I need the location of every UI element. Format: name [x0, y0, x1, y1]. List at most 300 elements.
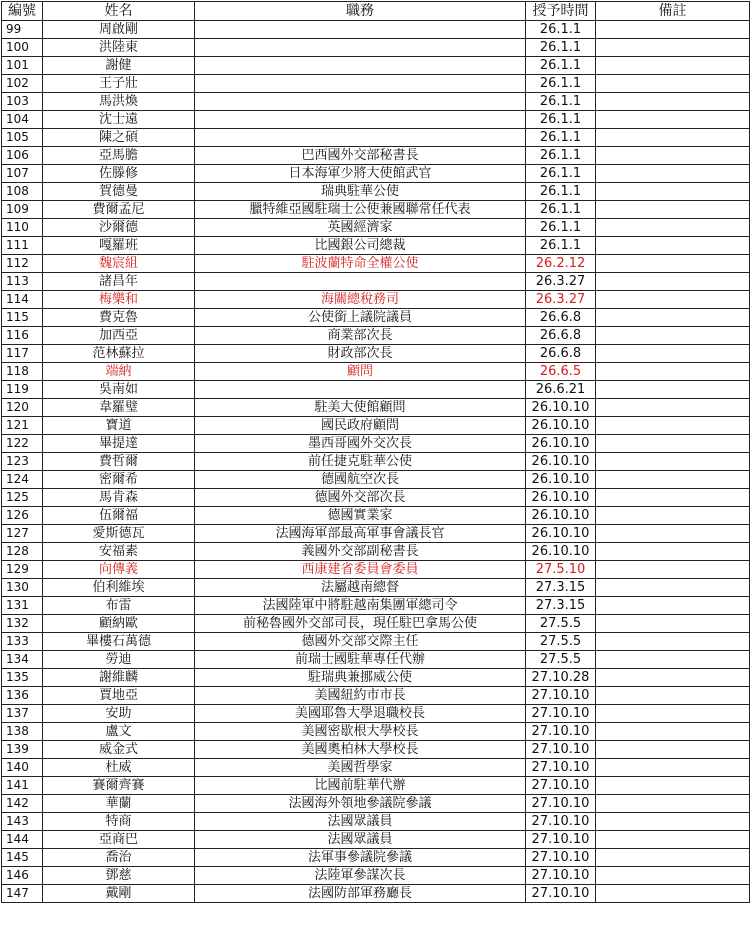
row-title: 英國經濟家	[195, 219, 526, 237]
row-note	[596, 687, 750, 705]
row-note	[596, 273, 750, 291]
table-row	[2, 597, 750, 615]
table-row	[2, 471, 750, 489]
table-row	[2, 237, 750, 255]
row-date: 26.1.1	[526, 147, 596, 165]
row-note	[596, 561, 750, 579]
row-name: 寶道	[43, 417, 195, 435]
row-note	[596, 597, 750, 615]
row-date: 26.1.1	[526, 183, 596, 201]
table-row	[2, 435, 750, 453]
row-date: 27.10.10	[526, 687, 596, 705]
row-title: 駐波蘭特命全權公使	[195, 255, 526, 273]
row-name: 馬洪煥	[43, 93, 195, 111]
row-title: 前瑞士國駐華專任代辦	[195, 651, 526, 669]
table-row	[2, 741, 750, 759]
row-number: 109	[2, 201, 43, 219]
row-number: 117	[2, 345, 43, 363]
row-title	[195, 75, 526, 93]
row-number: 108	[2, 183, 43, 201]
row-title: 墨西哥國外交次長	[195, 435, 526, 453]
row-name: 賈地亞	[43, 687, 195, 705]
row-number: 101	[2, 57, 43, 75]
row-name: 華蘭	[43, 795, 195, 813]
row-name: 謝維麟	[43, 669, 195, 687]
table-row	[2, 759, 750, 777]
row-title: 國民政府顧問	[195, 417, 526, 435]
table-row	[2, 813, 750, 831]
row-date: 26.1.1	[526, 57, 596, 75]
row-note	[596, 57, 750, 75]
row-number: 141	[2, 777, 43, 795]
row-note	[596, 705, 750, 723]
row-date: 26.3.27	[526, 291, 596, 309]
row-name: 威金式	[43, 741, 195, 759]
table-row	[2, 885, 750, 903]
row-date: 26.10.10	[526, 543, 596, 561]
row-date: 27.10.10	[526, 777, 596, 795]
row-number: 143	[2, 813, 43, 831]
row-date: 27.10.10	[526, 867, 596, 885]
row-title	[195, 57, 526, 75]
row-note	[596, 111, 750, 129]
row-number: 121	[2, 417, 43, 435]
row-number: 147	[2, 885, 43, 903]
row-number: 116	[2, 327, 43, 345]
row-name: 伍爾福	[43, 507, 195, 525]
row-note	[596, 453, 750, 471]
row-note	[596, 381, 750, 399]
row-note	[596, 651, 750, 669]
row-name: 韋羅璧	[43, 399, 195, 417]
row-title: 前任捷克駐華公使	[195, 453, 526, 471]
table-row	[2, 507, 750, 525]
row-number: 99	[2, 21, 43, 39]
row-number: 138	[2, 723, 43, 741]
table-row	[2, 777, 750, 795]
row-name: 費爾孟尼	[43, 201, 195, 219]
table-row	[2, 201, 750, 219]
row-date: 27.10.10	[526, 741, 596, 759]
table-row	[2, 255, 750, 273]
header-note: 備註	[596, 2, 750, 21]
row-note	[596, 309, 750, 327]
header-title: 職務	[195, 2, 526, 21]
table-row	[2, 75, 750, 93]
row-number: 146	[2, 867, 43, 885]
row-note	[596, 831, 750, 849]
row-number: 119	[2, 381, 43, 399]
row-number: 127	[2, 525, 43, 543]
table-row	[2, 615, 750, 633]
row-note	[596, 345, 750, 363]
row-date: 27.3.15	[526, 579, 596, 597]
row-date: 27.10.10	[526, 849, 596, 867]
row-number: 122	[2, 435, 43, 453]
row-number: 102	[2, 75, 43, 93]
row-name: 密爾希	[43, 471, 195, 489]
row-note	[596, 885, 750, 903]
row-note	[596, 129, 750, 147]
table-row	[2, 831, 750, 849]
row-number: 113	[2, 273, 43, 291]
table-row	[2, 633, 750, 651]
row-title	[195, 39, 526, 57]
row-date: 26.1.1	[526, 237, 596, 255]
row-name: 賀德曼	[43, 183, 195, 201]
row-title: 前秘魯國外交部司長，現任駐巴拿馬公使	[195, 615, 526, 633]
table-row	[2, 543, 750, 561]
row-date: 27.5.5	[526, 651, 596, 669]
row-number: 120	[2, 399, 43, 417]
row-date: 26.6.8	[526, 309, 596, 327]
row-name: 向傳義	[43, 561, 195, 579]
row-number: 112	[2, 255, 43, 273]
row-name: 諸昌年	[43, 273, 195, 291]
row-name: 戴剛	[43, 885, 195, 903]
table-row	[2, 21, 750, 39]
row-date: 26.3.27	[526, 273, 596, 291]
row-number: 104	[2, 111, 43, 129]
row-number: 114	[2, 291, 43, 309]
row-note	[596, 795, 750, 813]
table-row	[2, 867, 750, 885]
row-note	[596, 489, 750, 507]
table-row	[2, 291, 750, 309]
row-name: 鄧慈	[43, 867, 195, 885]
row-note	[596, 669, 750, 687]
row-name: 加西亞	[43, 327, 195, 345]
row-note	[596, 435, 750, 453]
row-note	[596, 147, 750, 165]
row-number: 105	[2, 129, 43, 147]
row-date: 26.1.1	[526, 165, 596, 183]
row-note	[596, 255, 750, 273]
table-row	[2, 363, 750, 381]
table-row	[2, 345, 750, 363]
row-name: 佐滕修	[43, 165, 195, 183]
row-number: 123	[2, 453, 43, 471]
row-date: 26.1.1	[526, 93, 596, 111]
row-number: 118	[2, 363, 43, 381]
row-number: 137	[2, 705, 43, 723]
row-number: 128	[2, 543, 43, 561]
row-date: 26.1.1	[526, 111, 596, 129]
row-name: 杜威	[43, 759, 195, 777]
row-date: 26.1.1	[526, 219, 596, 237]
row-title: 美國密歇根大學校長	[195, 723, 526, 741]
row-name: 賽爾齊賽	[43, 777, 195, 795]
row-date: 27.5.5	[526, 615, 596, 633]
row-name: 特商	[43, 813, 195, 831]
row-title	[195, 273, 526, 291]
row-title	[195, 129, 526, 147]
row-title: 法國眾議員	[195, 813, 526, 831]
table-row	[2, 651, 750, 669]
row-note	[596, 543, 750, 561]
row-note	[596, 183, 750, 201]
row-note	[596, 741, 750, 759]
row-number: 136	[2, 687, 43, 705]
row-note	[596, 813, 750, 831]
row-title	[195, 111, 526, 129]
row-note	[596, 75, 750, 93]
row-name: 陳之碩	[43, 129, 195, 147]
row-title: 駐瑞典兼挪威公使	[195, 669, 526, 687]
row-name: 伯利維埃	[43, 579, 195, 597]
row-title: 美國耶魯大學退職校長	[195, 705, 526, 723]
table-row	[2, 129, 750, 147]
row-note	[596, 507, 750, 525]
table-row	[2, 93, 750, 111]
row-note	[596, 291, 750, 309]
row-note	[596, 399, 750, 417]
row-name: 勞迪	[43, 651, 195, 669]
table-row	[2, 489, 750, 507]
row-name: 馬肯森	[43, 489, 195, 507]
row-date: 26.10.10	[526, 471, 596, 489]
row-date: 26.2.12	[526, 255, 596, 273]
row-number: 100	[2, 39, 43, 57]
row-date: 27.10.10	[526, 705, 596, 723]
row-title: 法陸軍參謀次長	[195, 867, 526, 885]
row-note	[596, 867, 750, 885]
row-name: 愛斯德瓦	[43, 525, 195, 543]
table-row	[2, 309, 750, 327]
row-date: 27.10.28	[526, 669, 596, 687]
table-row	[2, 327, 750, 345]
row-note	[596, 363, 750, 381]
row-title: 瑞典駐華公使	[195, 183, 526, 201]
row-title: 比國銀公司總裁	[195, 237, 526, 255]
table-row	[2, 417, 750, 435]
row-name: 亞馬膽	[43, 147, 195, 165]
row-name: 魏宸組	[43, 255, 195, 273]
table-row	[2, 561, 750, 579]
row-name: 沈士遠	[43, 111, 195, 129]
table-row	[2, 147, 750, 165]
row-title: 巴西國外交部秘書長	[195, 147, 526, 165]
table-row	[2, 219, 750, 237]
row-note	[596, 417, 750, 435]
row-title: 駐美大使館顧問	[195, 399, 526, 417]
row-name: 周啟剛	[43, 21, 195, 39]
row-number: 126	[2, 507, 43, 525]
row-title: 法國防部軍務廳長	[195, 885, 526, 903]
row-date: 27.5.10	[526, 561, 596, 579]
row-title: 比國前駐華代辦	[195, 777, 526, 795]
row-number: 135	[2, 669, 43, 687]
row-name: 范林蘇拉	[43, 345, 195, 363]
row-name: 費哲爾	[43, 453, 195, 471]
row-title: 法屬越南總督	[195, 579, 526, 597]
row-title: 日本海軍少將大使館武官	[195, 165, 526, 183]
row-title: 美國奧柏林大學校長	[195, 741, 526, 759]
table-row	[2, 669, 750, 687]
row-number: 124	[2, 471, 43, 489]
row-number: 133	[2, 633, 43, 651]
table-row	[2, 183, 750, 201]
row-date: 27.10.10	[526, 759, 596, 777]
row-title: 法國海外領地參議院參議	[195, 795, 526, 813]
row-name: 亞商巴	[43, 831, 195, 849]
row-name: 畢樓石萬德	[43, 633, 195, 651]
row-number: 110	[2, 219, 43, 237]
row-title: 法軍事參議院參議	[195, 849, 526, 867]
row-note	[596, 21, 750, 39]
row-number: 106	[2, 147, 43, 165]
header-number: 編號	[2, 2, 43, 21]
row-note	[596, 201, 750, 219]
row-title	[195, 93, 526, 111]
row-name: 洪陸東	[43, 39, 195, 57]
row-date: 26.10.10	[526, 399, 596, 417]
row-number: 130	[2, 579, 43, 597]
row-name: 費克魯	[43, 309, 195, 327]
row-note	[596, 615, 750, 633]
row-name: 顧納歐	[43, 615, 195, 633]
row-name: 喬治	[43, 849, 195, 867]
row-title	[195, 381, 526, 399]
row-note	[596, 525, 750, 543]
row-date: 27.10.10	[526, 885, 596, 903]
row-note	[596, 219, 750, 237]
row-note	[596, 165, 750, 183]
row-title: 法國海軍部最高軍事會議長官	[195, 525, 526, 543]
row-note	[596, 633, 750, 651]
row-name: 梅樂和	[43, 291, 195, 309]
row-title: 義國外交部副秘書長	[195, 543, 526, 561]
row-date: 26.6.8	[526, 327, 596, 345]
row-title: 美國哲學家	[195, 759, 526, 777]
row-name: 盧文	[43, 723, 195, 741]
row-name: 畢提達	[43, 435, 195, 453]
row-title: 海關總稅務司	[195, 291, 526, 309]
row-name: 沙爾德	[43, 219, 195, 237]
table-row	[2, 111, 750, 129]
row-title: 德國外交部交際主任	[195, 633, 526, 651]
row-date: 26.6.8	[526, 345, 596, 363]
row-number: 144	[2, 831, 43, 849]
header-name: 姓名	[43, 2, 195, 21]
row-date: 26.10.10	[526, 417, 596, 435]
row-number: 139	[2, 741, 43, 759]
header-date: 授予時間	[526, 2, 596, 21]
table-row	[2, 849, 750, 867]
table-row	[2, 723, 750, 741]
row-note	[596, 759, 750, 777]
header-row	[2, 2, 750, 21]
row-date: 27.3.15	[526, 597, 596, 615]
honors-table	[1, 1, 750, 903]
row-number: 103	[2, 93, 43, 111]
row-date: 26.1.1	[526, 75, 596, 93]
row-date: 27.10.10	[526, 795, 596, 813]
row-title: 顧問	[195, 363, 526, 381]
row-number: 107	[2, 165, 43, 183]
row-date: 27.10.10	[526, 831, 596, 849]
row-date: 26.6.21	[526, 381, 596, 399]
row-title: 財政部次長	[195, 345, 526, 363]
table-row	[2, 381, 750, 399]
row-name: 端納	[43, 363, 195, 381]
row-number: 132	[2, 615, 43, 633]
row-note	[596, 849, 750, 867]
row-title: 法國陸軍中將駐越南集團軍總司令	[195, 597, 526, 615]
row-note	[596, 39, 750, 57]
row-date: 26.10.10	[526, 435, 596, 453]
table-row	[2, 39, 750, 57]
row-title: 美國紐約市市長	[195, 687, 526, 705]
row-name: 王子壯	[43, 75, 195, 93]
row-note	[596, 93, 750, 111]
row-name: 嘎羅班	[43, 237, 195, 255]
row-number: 140	[2, 759, 43, 777]
row-date: 26.10.10	[526, 489, 596, 507]
row-name: 安助	[43, 705, 195, 723]
row-note	[596, 237, 750, 255]
table-row	[2, 399, 750, 417]
row-number: 111	[2, 237, 43, 255]
row-date: 26.1.1	[526, 201, 596, 219]
table-row	[2, 579, 750, 597]
row-title: 法國眾議員	[195, 831, 526, 849]
row-number: 134	[2, 651, 43, 669]
row-number: 131	[2, 597, 43, 615]
row-name: 謝健	[43, 57, 195, 75]
row-number: 142	[2, 795, 43, 813]
row-number: 125	[2, 489, 43, 507]
row-number: 115	[2, 309, 43, 327]
row-date: 26.1.1	[526, 39, 596, 57]
row-note	[596, 579, 750, 597]
row-note	[596, 723, 750, 741]
row-date: 27.5.5	[526, 633, 596, 651]
table-row	[2, 705, 750, 723]
row-title: 商業部次長	[195, 327, 526, 345]
row-date: 26.1.1	[526, 129, 596, 147]
row-date: 26.10.10	[526, 525, 596, 543]
table-row	[2, 525, 750, 543]
row-note	[596, 471, 750, 489]
row-number: 145	[2, 849, 43, 867]
row-note	[596, 777, 750, 795]
row-title: 德國航空次長	[195, 471, 526, 489]
row-name: 安福素	[43, 543, 195, 561]
row-title	[195, 21, 526, 39]
row-name: 布雷	[43, 597, 195, 615]
row-title: 德國實業家	[195, 507, 526, 525]
table-row	[2, 57, 750, 75]
row-date: 26.10.10	[526, 453, 596, 471]
row-number: 129	[2, 561, 43, 579]
row-title: 臘特維亞國駐瑞士公使兼國聯常任代表	[195, 201, 526, 219]
row-date: 27.10.10	[526, 723, 596, 741]
row-title: 西康建省委員會委員	[195, 561, 526, 579]
row-date: 27.10.10	[526, 813, 596, 831]
row-date: 26.10.10	[526, 507, 596, 525]
table-row	[2, 687, 750, 705]
table-row	[2, 795, 750, 813]
table-row	[2, 273, 750, 291]
table-row	[2, 165, 750, 183]
row-date: 26.6.5	[526, 363, 596, 381]
row-note	[596, 327, 750, 345]
table-row	[2, 453, 750, 471]
row-title: 公使銜上議院議員	[195, 309, 526, 327]
row-date: 26.1.1	[526, 21, 596, 39]
row-title: 德國外交部次長	[195, 489, 526, 507]
